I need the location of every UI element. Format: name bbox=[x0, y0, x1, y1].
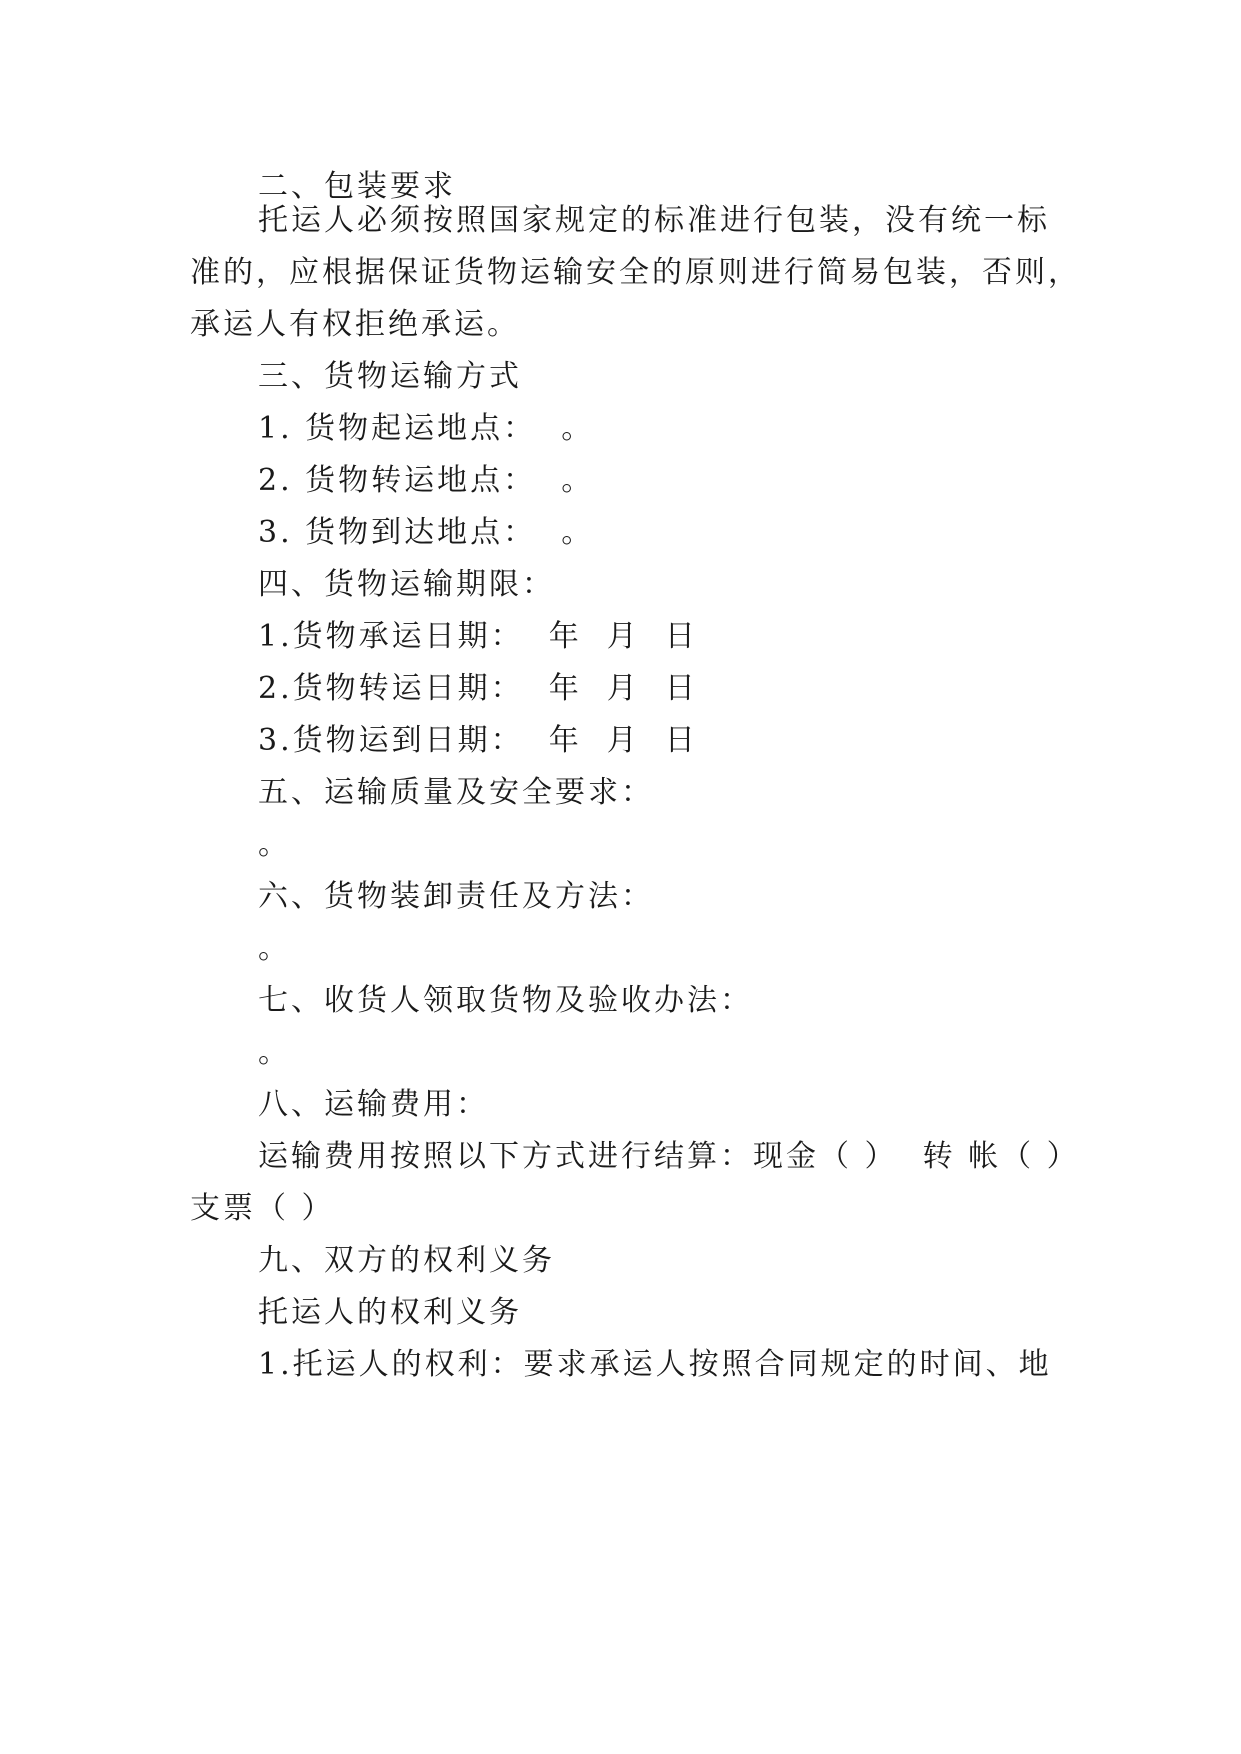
list-item: 3.货物运到日期： 年 月 日 bbox=[258, 723, 698, 758]
blank-fill-line: 。 bbox=[258, 1035, 291, 1070]
section-heading-quality-safety: 五、运输质量及安全要求： bbox=[258, 775, 654, 810]
list-item: 1.托运人的权利：要求承运人按照合同规定的时间、地 bbox=[258, 1347, 1052, 1382]
paragraph-line: 承运人有权拒绝承运。 bbox=[190, 307, 520, 342]
list-item: 2. 货物转运地点： 。 bbox=[258, 463, 595, 498]
paragraph-line: 准的，应根据保证货物运输安全的原则进行简易包装，否则， bbox=[190, 255, 1081, 290]
paragraph-line: 运输费用按照以下方式进行结算：现金（ ） 转 帐（ ） bbox=[258, 1139, 1080, 1174]
section-heading-rights: 九、双方的权利义务 bbox=[258, 1243, 555, 1278]
paragraph-line: 支票（ ） bbox=[190, 1191, 335, 1226]
section-heading-packaging: 二、包装要求 bbox=[258, 169, 456, 204]
section-heading-transport-period: 四、货物运输期限： bbox=[258, 567, 555, 602]
list-item: 3. 货物到达地点： 。 bbox=[258, 515, 595, 550]
section-heading-loading: 六、货物装卸责任及方法： bbox=[258, 879, 654, 914]
subheading-shipper-rights: 托运人的权利义务 bbox=[258, 1295, 522, 1330]
list-item: 2.货物转运日期： 年 月 日 bbox=[258, 671, 698, 706]
section-heading-transport-method: 三、货物运输方式 bbox=[258, 359, 522, 394]
section-heading-receiving: 七、收货人领取货物及验收办法： bbox=[258, 983, 753, 1018]
blank-fill-line: 。 bbox=[258, 827, 291, 862]
paragraph-line: 托运人必须按照国家规定的标准进行包装，没有统一标 bbox=[258, 203, 1050, 238]
list-item: 1. 货物起运地点： 。 bbox=[258, 411, 595, 446]
section-heading-fees: 八、运输费用： bbox=[258, 1087, 489, 1122]
list-item: 1.货物承运日期： 年 月 日 bbox=[258, 619, 698, 654]
blank-fill-line: 。 bbox=[258, 931, 291, 966]
